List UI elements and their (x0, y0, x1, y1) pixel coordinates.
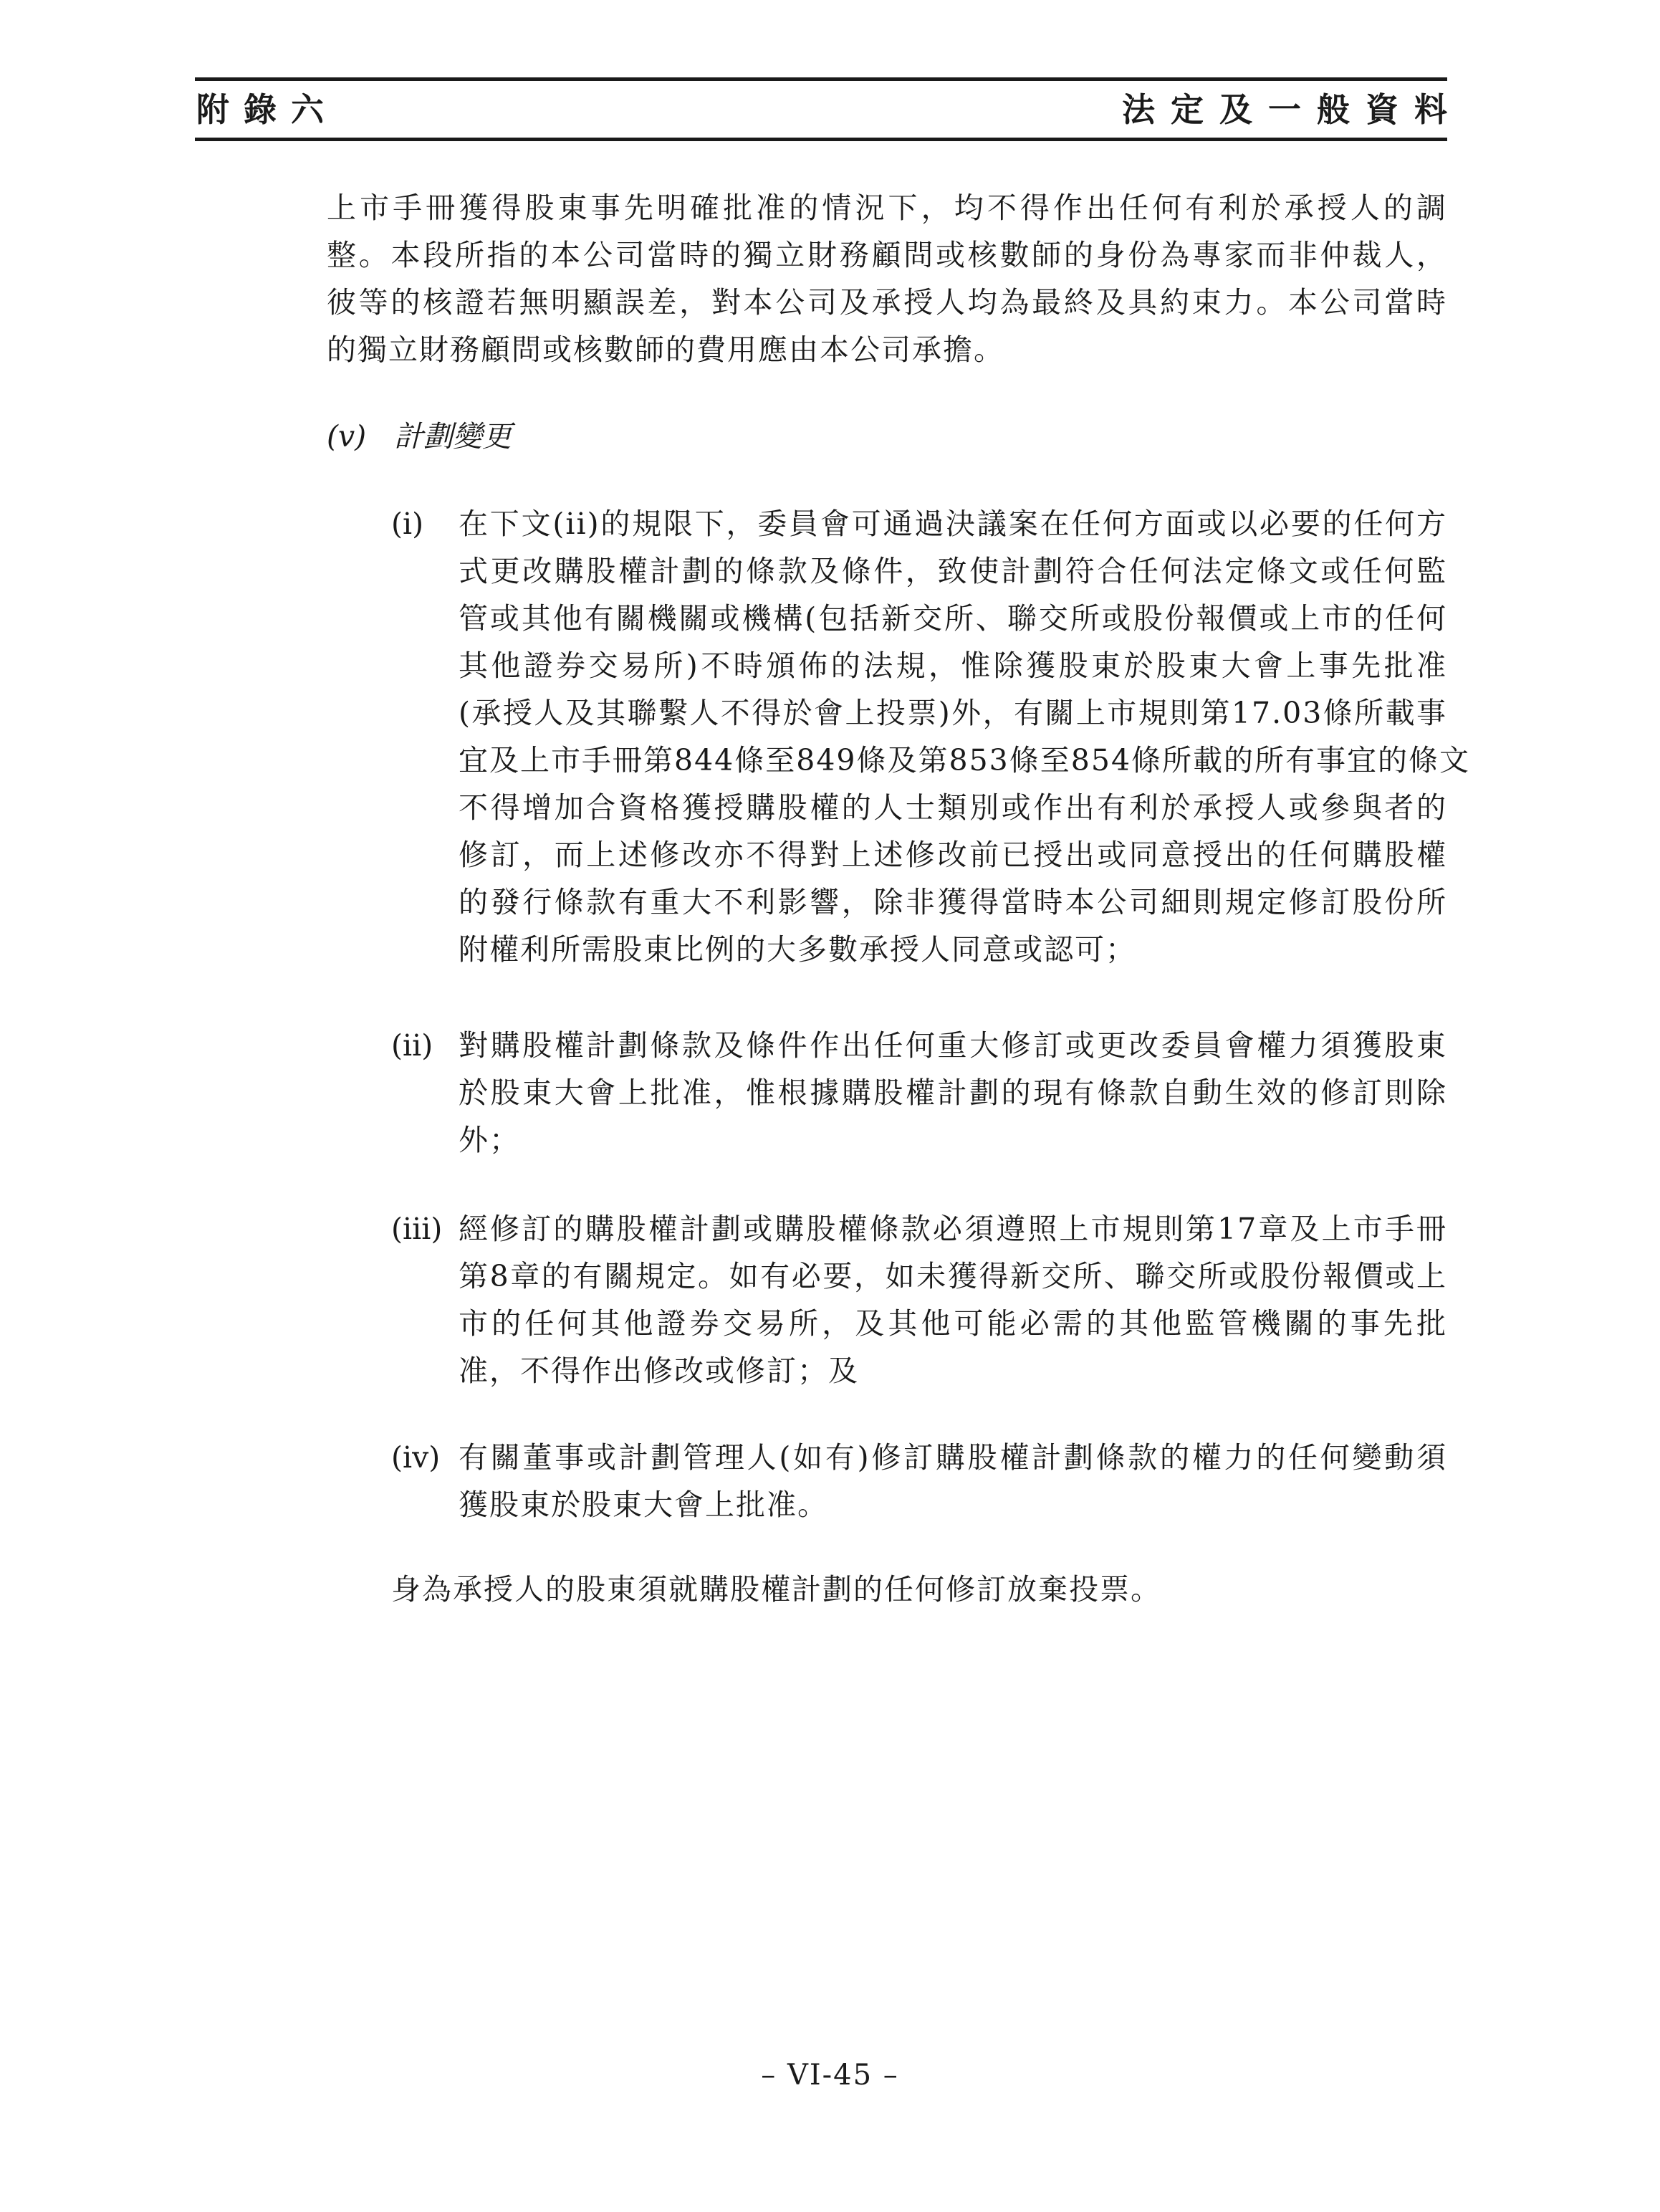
item-line: 第8章的有關規定。如有必要，如未獲得新交所、聯交所或股份報價或上 (459, 1259, 1447, 1293)
item-line: 管或其他有關機關或機構(包括新交所、聯交所或股份報價或上市的任何 (459, 601, 1447, 636)
item-line: 獲股東於股東大會上批准。 (459, 1488, 828, 1522)
item-iv-text (459, 1434, 1447, 1528)
item-ii-text (459, 1022, 1447, 1164)
item-line: 對購股權計劃條款及條件作出任何重大修訂或更改委員會權力須獲股東 (459, 1028, 1447, 1063)
item-iii-label: (iii) (391, 1212, 443, 1246)
item-line: 修訂，而上述修改亦不得對上述修改前已授出或同意授出的任何購股權 (459, 838, 1447, 872)
item-line: 的發行條款有重大不利影響，除非獲得當時本公司細則規定修訂股份所 (459, 885, 1447, 919)
item-line: 宜及上市手冊第844條至849條及第853條至854條所載的所有事宜的條文 (459, 743, 1471, 777)
item-line: 經修訂的購股權計劃或購股權條款必須遵照上市規則第17章及上市手冊 (459, 1212, 1447, 1246)
item-line: 其他證券交易所)不時頒佈的法規，惟除獲股東於股東大會上事先批准 (459, 648, 1447, 683)
intro-line: 的獨立財務顧問或核數師的費用應由本公司承擔。 (327, 332, 1004, 367)
intro-paragraph (327, 184, 1447, 373)
header-bottom-rule (195, 138, 1447, 141)
intro-line: 整。本段所指的本公司當時的獨立財務顧問或核數師的身份為專家而非仲裁人， (327, 238, 1447, 272)
item-line: 不得增加合資格獲授購股權的人士類別或作出有利於承授人或參與者的 (459, 790, 1447, 825)
section-v-title: 計劃變更 (394, 419, 512, 454)
item-iii-text (459, 1205, 1447, 1394)
section-v-label: (v) (327, 419, 367, 454)
item-line: 於股東大會上批准，惟根據購股權計劃的現有條款自動生效的修訂則除 (459, 1076, 1447, 1110)
item-i-label: (i) (391, 507, 424, 541)
item-line: 附權利所需股東比例的大多數承授人同意或認可； (459, 932, 1136, 967)
item-line: 有關董事或計劃管理人(如有)修訂購股權計劃條款的權力的任何變動須 (459, 1440, 1447, 1475)
page-number: – VI-45 – (761, 2059, 899, 2092)
closing-statement: 身為承授人的股東須就購股權計劃的任何修訂放棄投票。 (391, 1572, 1161, 1607)
item-line: 市的任何其他證券交易所，及其他可能必需的其他監管機關的事先批 (459, 1306, 1447, 1341)
header-top-rule (195, 77, 1447, 81)
item-ii-label: (ii) (391, 1028, 433, 1063)
item-line: (承授人及其聯繫人不得於會上投票)外，有關上市規則第17.03條所載事 (459, 696, 1447, 730)
item-line: 在下文(ii)的規限下，委員會可通過決議案在任何方面或以必要的任何方 (459, 507, 1447, 541)
item-line: 准，不得作出修改或修訂；及 (459, 1354, 859, 1388)
section-title: 法定及一般資料 (1122, 90, 1463, 129)
item-line: 式更改購股權計劃的條款及條件，致使計劃符合任何法定條文或任何監 (459, 554, 1447, 588)
appendix-title: 附錄六 (196, 90, 338, 129)
item-iv-label: (iv) (391, 1440, 441, 1475)
item-i-text (459, 500, 1471, 973)
intro-line: 彼等的核證若無明顯誤差，對本公司及承授人均為最終及具約束力。本公司當時 (327, 285, 1447, 320)
intro-line: 上市手冊獲得股東事先明確批准的情況下，均不得作出任何有利於承授人的調 (327, 191, 1447, 225)
item-line: 外； (459, 1123, 520, 1157)
